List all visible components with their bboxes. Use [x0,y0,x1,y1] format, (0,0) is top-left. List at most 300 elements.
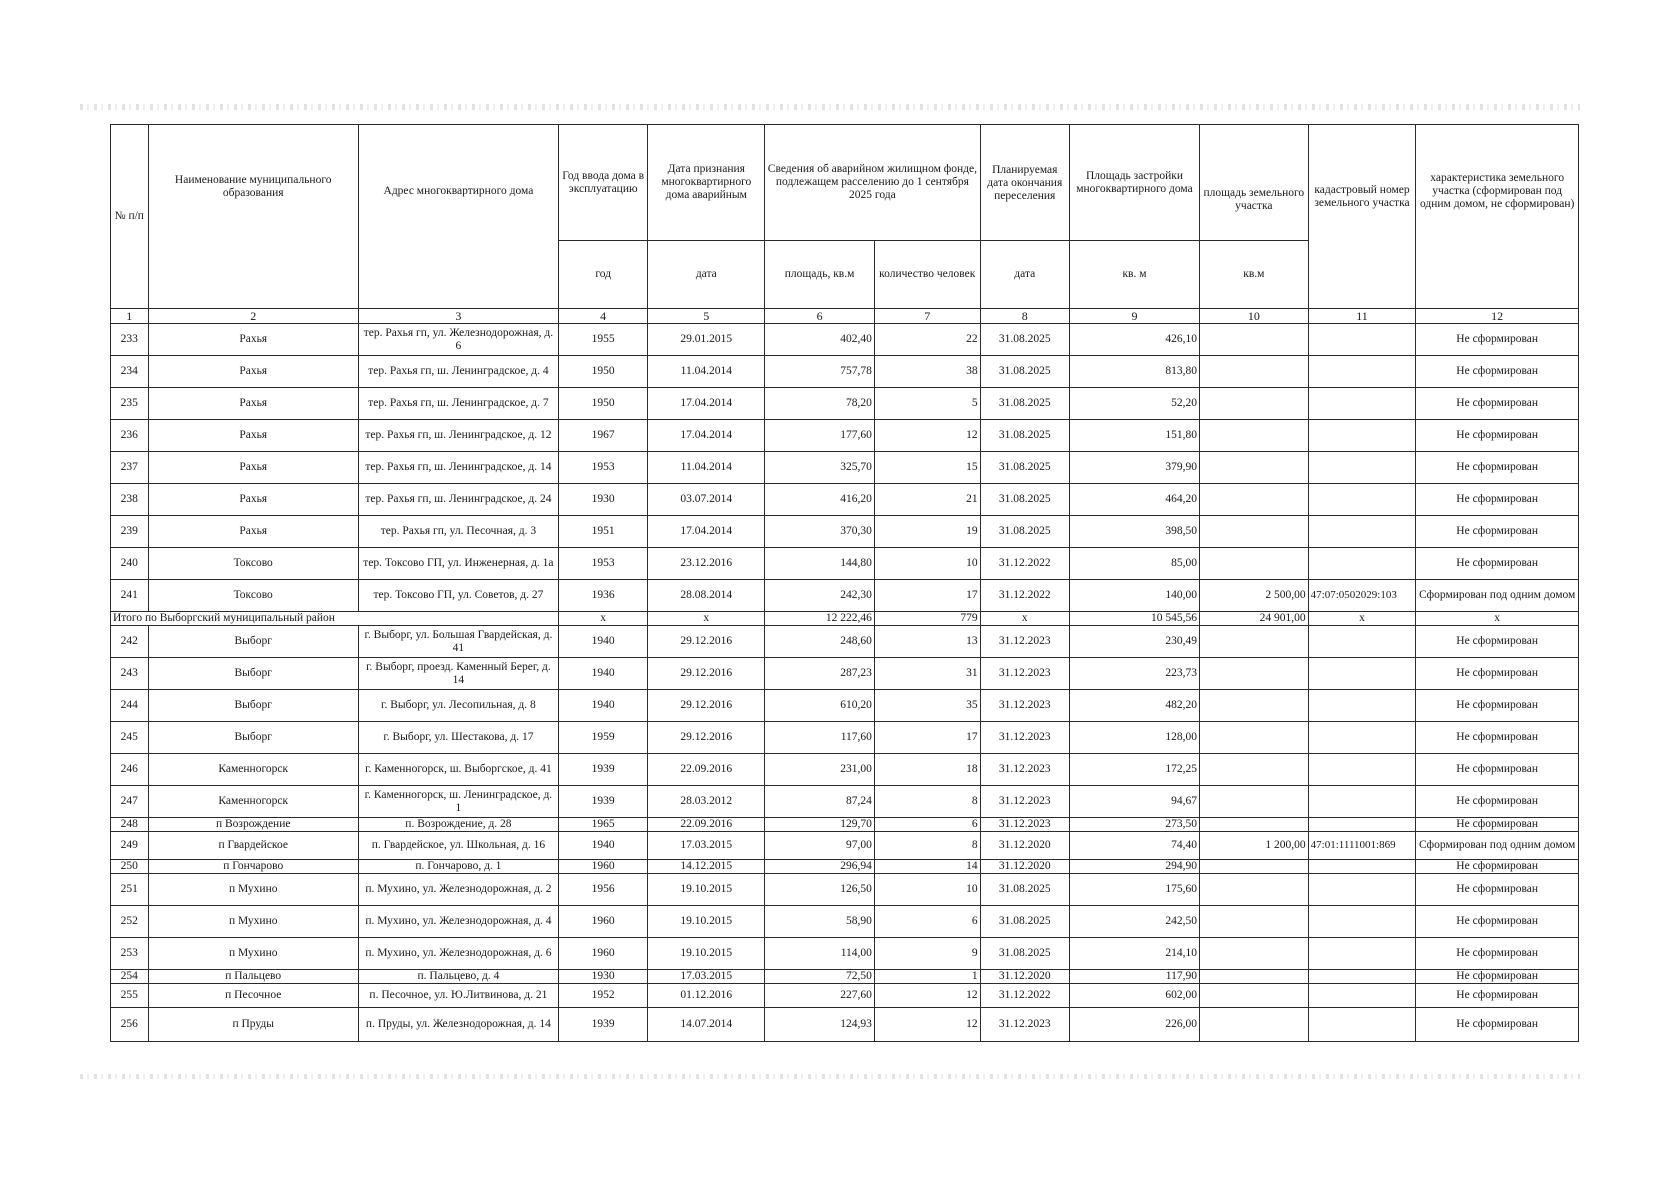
area-cell: 757,78 [765,356,875,388]
land-status-cell: Не сформирован [1416,324,1579,356]
building-area-cell: 128,00 [1069,722,1199,754]
address-cell: г. Каменногорск, ш. Выборгское, д. 41 [358,754,558,786]
col-number-header: № п/п [111,125,149,309]
planned-date-cell: 31.08.2025 [980,484,1069,516]
people-cell: 8 [874,832,980,860]
table-row [111,818,1579,832]
municipality-cell: Рахья [148,420,358,452]
cadastral-number-cell [1308,388,1416,420]
cadastral-number-cell [1308,984,1416,1008]
area-cell: 416,20 [765,484,875,516]
row-number-cell: 255 [111,984,149,1008]
cadastral-number-cell [1308,626,1416,658]
land-status-cell: Не сформирован [1416,754,1579,786]
cadastral-number-cell [1308,484,1416,516]
building-area-cell: 52,20 [1069,388,1199,420]
building-area-cell: 602,00 [1069,984,1199,1008]
emergency-date-cell: 17.04.2014 [648,388,765,420]
col-land-status-header: характеристика земельного участка (сформирован под одним домом, не сформирован) [1416,125,1579,309]
row-number-cell: 249 [111,832,149,860]
col-date-emergency-header: Дата признания многоквартирного дома аварийным [648,125,765,241]
total-row [111,612,1579,626]
planned-date-cell: 31.12.2023 [980,786,1069,818]
column-number: 9 [1069,309,1199,324]
area-cell: 402,40 [765,324,875,356]
building-area-cell: 379,90 [1069,452,1199,484]
land-status-cell: Сформирован под одним домом [1416,580,1579,612]
cadastral-number-cell [1308,516,1416,548]
people-cell: 12 [874,984,980,1008]
land-status-cell: Не сформирован [1416,1008,1579,1042]
emergency-date-cell: 29.12.2016 [648,722,765,754]
cadastral-number-cell [1308,874,1416,906]
year-cell: 1940 [558,832,647,860]
emergency-date-cell: 19.10.2015 [648,874,765,906]
total-area: 12 222,46 [765,612,875,626]
municipality-cell: Рахья [148,324,358,356]
building-area-cell: 482,20 [1069,690,1199,722]
land-status-cell: Не сформирован [1416,356,1579,388]
land-status-cell: Сформирован под одним домом [1416,832,1579,860]
land-area-cell [1199,818,1308,832]
table-row [111,420,1579,452]
emergency-date-cell: 29.12.2016 [648,626,765,658]
emergency-date-cell: 19.10.2015 [648,906,765,938]
column-number: 1 [111,309,149,324]
year-cell: 1951 [558,516,647,548]
land-area-cell [1199,356,1308,388]
people-cell: 19 [874,516,980,548]
address-cell: п. Мухино, ул. Железнодорожная, д. 4 [358,906,558,938]
land-status-cell: Не сформирован [1416,548,1579,580]
planned-date-cell: 31.08.2025 [980,516,1069,548]
municipality-cell: п Мухино [148,906,358,938]
address-cell: тер. Рахья гп, ш. Ленинградское, д. 12 [358,420,558,452]
municipality-cell: Выборг [148,722,358,754]
building-area-cell: 94,67 [1069,786,1199,818]
building-area-cell: 85,00 [1069,548,1199,580]
row-number-cell: 233 [111,324,149,356]
address-cell: п. Пальцево, д. 4 [358,970,558,984]
col-planned-date-header: Планируемая дата окончания переселения [980,125,1069,241]
land-status-cell: Не сформирован [1416,906,1579,938]
emergency-date-cell: 11.04.2014 [648,356,765,388]
emergency-date-cell: 14.07.2014 [648,1008,765,1042]
header-row [111,125,1579,241]
cadastral-number-cell [1308,452,1416,484]
people-cell: 21 [874,484,980,516]
area-cell: 242,30 [765,580,875,612]
column-number: 4 [558,309,647,324]
building-area-cell: 151,80 [1069,420,1199,452]
land-status-cell: Не сформирован [1416,484,1579,516]
people-cell: 8 [874,786,980,818]
area-cell: 126,50 [765,874,875,906]
table-row [111,324,1579,356]
municipality-cell: п Гончарово [148,860,358,874]
cadastral-number-cell [1308,690,1416,722]
planned-date-cell: 31.08.2025 [980,874,1069,906]
cadastral-number-cell [1308,548,1416,580]
municipality-cell: Рахья [148,484,358,516]
address-cell: г. Каменногорск, ш. Ленинградское, д. 1 [358,786,558,818]
address-cell: тер. Токсово ГП, ул. Инженерная, д. 1а [358,548,558,580]
cadastral-number-cell [1308,906,1416,938]
cadastral-number-cell [1308,356,1416,388]
area-cell: 296,94 [765,860,875,874]
municipality-cell: Каменногорск [148,754,358,786]
building-area-cell: 464,20 [1069,484,1199,516]
cadastral-number-cell [1308,1008,1416,1042]
area-cell: 248,60 [765,626,875,658]
cadastral-number-cell: 47:01:1111001:869 [1308,832,1416,860]
total-cell: х [648,612,765,626]
address-cell: п. Песочное, ул. Ю.Литвинова, д. 21 [358,984,558,1008]
planned-date-cell: 31.08.2025 [980,420,1069,452]
building-area-cell: 294,90 [1069,860,1199,874]
emergency-date-cell: 17.04.2014 [648,516,765,548]
emergency-date-cell: 01.12.2016 [648,984,765,1008]
table-row [111,690,1579,722]
emergency-date-cell: 03.07.2014 [648,484,765,516]
municipality-cell: Рахья [148,388,358,420]
table-body-part-a [111,324,1579,612]
people-cell: 9 [874,938,980,970]
address-cell: тер. Рахья гп, ш. Ленинградское, д. 4 [358,356,558,388]
cadastral-number-cell [1308,722,1416,754]
address-cell: г. Выборг, ул. Лесопильная, д. 8 [358,690,558,722]
land-area-cell [1199,874,1308,906]
column-number: 2 [148,309,358,324]
area-cell: 78,20 [765,388,875,420]
area-cell: 325,70 [765,452,875,484]
municipality-cell: п Пальцево [148,970,358,984]
cadastral-number-cell [1308,860,1416,874]
building-area-cell: 172,25 [1069,754,1199,786]
address-cell: г. Выборг, ул. Шестакова, д. 17 [358,722,558,754]
planned-date-cell: 31.08.2025 [980,388,1069,420]
people-cell: 6 [874,818,980,832]
area-cell: 177,60 [765,420,875,452]
planned-date-cell: 31.12.2022 [980,548,1069,580]
column-number: 10 [1199,309,1308,324]
planned-date-cell: 31.12.2023 [980,690,1069,722]
land-status-cell: Не сформирован [1416,658,1579,690]
emergency-date-cell: 29.12.2016 [648,690,765,722]
address-cell: п. Гвардейское, ул. Школьная, д. 16 [358,832,558,860]
scan-artifact-bottom [80,1074,1580,1079]
address-cell: тер. Рахья гп, ш. Ленинградское, д. 7 [358,388,558,420]
emergency-date-cell: 22.09.2016 [648,818,765,832]
total-cell: х [1308,612,1416,626]
planned-date-cell: 31.12.2023 [980,754,1069,786]
people-cell: 10 [874,874,980,906]
municipality-cell: п Гвардейское [148,832,358,860]
people-cell: 22 [874,324,980,356]
area-cell: 97,00 [765,832,875,860]
municipality-cell: Выборг [148,658,358,690]
building-area-cell: 226,00 [1069,1008,1199,1042]
municipality-cell: Выборг [148,690,358,722]
row-number-cell: 254 [111,970,149,984]
year-cell: 1959 [558,722,647,754]
table-row [111,970,1579,984]
land-area-cell [1199,516,1308,548]
table-row [111,1008,1579,1042]
municipality-cell: п Мухино [148,874,358,906]
land-area-cell [1199,658,1308,690]
municipality-cell: Рахья [148,516,358,548]
emergency-date-cell: 29.12.2016 [648,658,765,690]
municipality-cell: п Возрождение [148,818,358,832]
table-row [111,356,1579,388]
year-cell: 1960 [558,906,647,938]
total-label: Итого по Выборгский муниципальный район [111,612,559,626]
planned-date-cell: 31.08.2025 [980,906,1069,938]
cadastral-number-cell [1308,818,1416,832]
row-number-cell: 243 [111,658,149,690]
address-cell: тер. Токсово ГП, ул. Советов, д. 27 [358,580,558,612]
cadastral-number-cell [1308,754,1416,786]
row-number-cell: 248 [111,818,149,832]
col-emergency-fund-header: Сведения об аварийном жилищном фонде, подлежащем расселению до 1 сентября 2025 года [765,125,980,241]
year-cell: 1936 [558,580,647,612]
area-cell: 117,60 [765,722,875,754]
building-area-cell: 398,50 [1069,516,1199,548]
land-area-cell [1199,754,1308,786]
address-cell: г. Выборг, ул. Большая Гвардейская, д. 41 [358,626,558,658]
column-number: 12 [1416,309,1579,324]
land-status-cell: Не сформирован [1416,452,1579,484]
year-cell: 1953 [558,548,647,580]
planned-date-cell: 31.12.2023 [980,626,1069,658]
people-cell: 14 [874,860,980,874]
year-cell: 1965 [558,818,647,832]
people-cell: 1 [874,970,980,984]
address-cell: п. Возрождение, д. 28 [358,818,558,832]
people-cell: 10 [874,548,980,580]
sub-planned-date: дата [980,241,1069,309]
address-cell: п. Гончарово, д. 1 [358,860,558,874]
total-cell: х [1416,612,1579,626]
column-number: 5 [648,309,765,324]
area-cell: 287,23 [765,658,875,690]
cadastral-number-cell [1308,420,1416,452]
total-land-area: 24 901,00 [1199,612,1308,626]
land-area-cell [1199,420,1308,452]
year-cell: 1956 [558,874,647,906]
land-area-cell: 2 500,00 [1199,580,1308,612]
people-cell: 17 [874,722,980,754]
emergency-date-cell: 19.10.2015 [648,938,765,970]
table-total [111,612,1579,626]
land-area-cell [1199,906,1308,938]
total-cell: х [980,612,1069,626]
municipality-cell: Рахья [148,452,358,484]
land-area-cell [1199,938,1308,970]
area-cell: 124,93 [765,1008,875,1042]
table-row [111,548,1579,580]
land-status-cell: Не сформирован [1416,970,1579,984]
planned-date-cell: 31.12.2023 [980,658,1069,690]
address-cell: г. Выборг, проезд. Каменный Берег, д. 14 [358,658,558,690]
row-number-cell: 244 [111,690,149,722]
year-cell: 1950 [558,388,647,420]
cadastral-number-cell [1308,970,1416,984]
municipality-cell: Токсово [148,548,358,580]
land-area-cell [1199,452,1308,484]
municipality-cell: Рахья [148,356,358,388]
year-cell: 1952 [558,984,647,1008]
table-row [111,484,1579,516]
row-number-cell: 253 [111,938,149,970]
people-cell: 6 [874,906,980,938]
area-cell: 114,00 [765,938,875,970]
table-row [111,658,1579,690]
table-row [111,626,1579,658]
cadastral-number-cell [1308,938,1416,970]
building-area-cell: 230,49 [1069,626,1199,658]
row-number-cell: 256 [111,1008,149,1042]
land-status-cell: Не сформирован [1416,818,1579,832]
cadastral-number-cell [1308,786,1416,818]
column-number: 8 [980,309,1069,324]
municipality-cell: Токсово [148,580,358,612]
year-cell: 1955 [558,324,647,356]
planned-date-cell: 31.12.2020 [980,832,1069,860]
land-area-cell [1199,324,1308,356]
area-cell: 370,30 [765,516,875,548]
row-number-cell: 234 [111,356,149,388]
year-cell: 1950 [558,356,647,388]
year-cell: 1967 [558,420,647,452]
emergency-date-cell: 11.04.2014 [648,452,765,484]
address-cell: тер. Рахья гп, ул. Песочная, д. 3 [358,516,558,548]
emergency-date-cell: 29.01.2015 [648,324,765,356]
land-status-cell: Не сформирован [1416,874,1579,906]
column-number: 11 [1308,309,1416,324]
planned-date-cell: 31.12.2020 [980,860,1069,874]
row-number-cell: 239 [111,516,149,548]
planned-date-cell: 31.08.2025 [980,452,1069,484]
land-status-cell: Не сформирован [1416,860,1579,874]
table-row [111,754,1579,786]
people-cell: 5 [874,388,980,420]
cadastral-number-cell [1308,324,1416,356]
column-number: 6 [765,309,875,324]
table-row [111,786,1579,818]
building-area-cell: 74,40 [1069,832,1199,860]
planned-date-cell: 31.08.2025 [980,938,1069,970]
emergency-date-cell: 17.04.2014 [648,420,765,452]
year-cell: 1930 [558,970,647,984]
table-row [111,452,1579,484]
planned-date-cell: 31.12.2022 [980,580,1069,612]
land-area-cell: 1 200,00 [1199,832,1308,860]
building-area-cell: 140,00 [1069,580,1199,612]
building-area-cell: 813,80 [1069,356,1199,388]
people-cell: 12 [874,1008,980,1042]
sub-land-area: кв.м [1199,241,1308,309]
land-area-cell [1199,984,1308,1008]
planned-date-cell: 31.12.2020 [980,970,1069,984]
sub-year: год [558,241,647,309]
land-status-cell: Не сформирован [1416,722,1579,754]
land-area-cell [1199,970,1308,984]
people-cell: 17 [874,580,980,612]
area-cell: 58,90 [765,906,875,938]
year-cell: 1960 [558,938,647,970]
sub-area: площадь, кв.м [765,241,875,309]
land-area-cell [1199,1008,1308,1042]
land-status-cell: Не сформирован [1416,388,1579,420]
building-area-cell: 426,10 [1069,324,1199,356]
col-building-area-header: Площадь застройки многоквартирного дома [1069,125,1199,241]
cadastral-number-cell [1308,658,1416,690]
people-cell: 13 [874,626,980,658]
building-area-cell: 273,50 [1069,818,1199,832]
land-status-cell: Не сформирован [1416,984,1579,1008]
area-cell: 144,80 [765,548,875,580]
land-area-cell [1199,626,1308,658]
land-status-cell: Не сформирован [1416,420,1579,452]
emergency-date-cell: 17.03.2015 [648,832,765,860]
column-number: 7 [874,309,980,324]
building-area-cell: 214,10 [1069,938,1199,970]
table-row [111,938,1579,970]
emergency-date-cell: 23.12.2016 [648,548,765,580]
table-row [111,580,1579,612]
table-row [111,874,1579,906]
land-status-cell: Не сформирован [1416,626,1579,658]
building-area-cell: 242,50 [1069,906,1199,938]
col-cadastral-header: кадастровый номер земельного участка [1308,125,1416,309]
people-cell: 15 [874,452,980,484]
address-cell: тер. Рахья гп, ул. Железнодорожная, д. 6 [358,324,558,356]
sub-people: количество человек [874,241,980,309]
table-row [111,722,1579,754]
building-area-cell: 223,73 [1069,658,1199,690]
year-cell: 1960 [558,860,647,874]
row-number-cell: 242 [111,626,149,658]
cadastral-number-cell: 47:07:0502029:103 [1308,580,1416,612]
people-cell: 38 [874,356,980,388]
table-row [111,516,1579,548]
land-status-cell: Не сформирован [1416,786,1579,818]
municipality-cell: Каменногорск [148,786,358,818]
total-building-area: 10 545,56 [1069,612,1199,626]
area-cell: 72,50 [765,970,875,984]
land-status-cell: Не сформирован [1416,938,1579,970]
land-status-cell: Не сформирован [1416,690,1579,722]
area-cell: 129,70 [765,818,875,832]
year-cell: 1939 [558,786,647,818]
row-number-cell: 252 [111,906,149,938]
total-people: 779 [874,612,980,626]
year-cell: 1939 [558,754,647,786]
table-row [111,860,1579,874]
land-area-cell [1199,388,1308,420]
year-cell: 1939 [558,1008,647,1042]
building-area-cell: 117,90 [1069,970,1199,984]
land-area-cell [1199,860,1308,874]
col-land-area-header: площадь земельного участка [1199,125,1308,241]
land-area-cell [1199,484,1308,516]
municipality-cell: п Пруды [148,1008,358,1042]
area-cell: 227,60 [765,984,875,1008]
building-area-cell: 175,60 [1069,874,1199,906]
planned-date-cell: 31.12.2023 [980,722,1069,754]
